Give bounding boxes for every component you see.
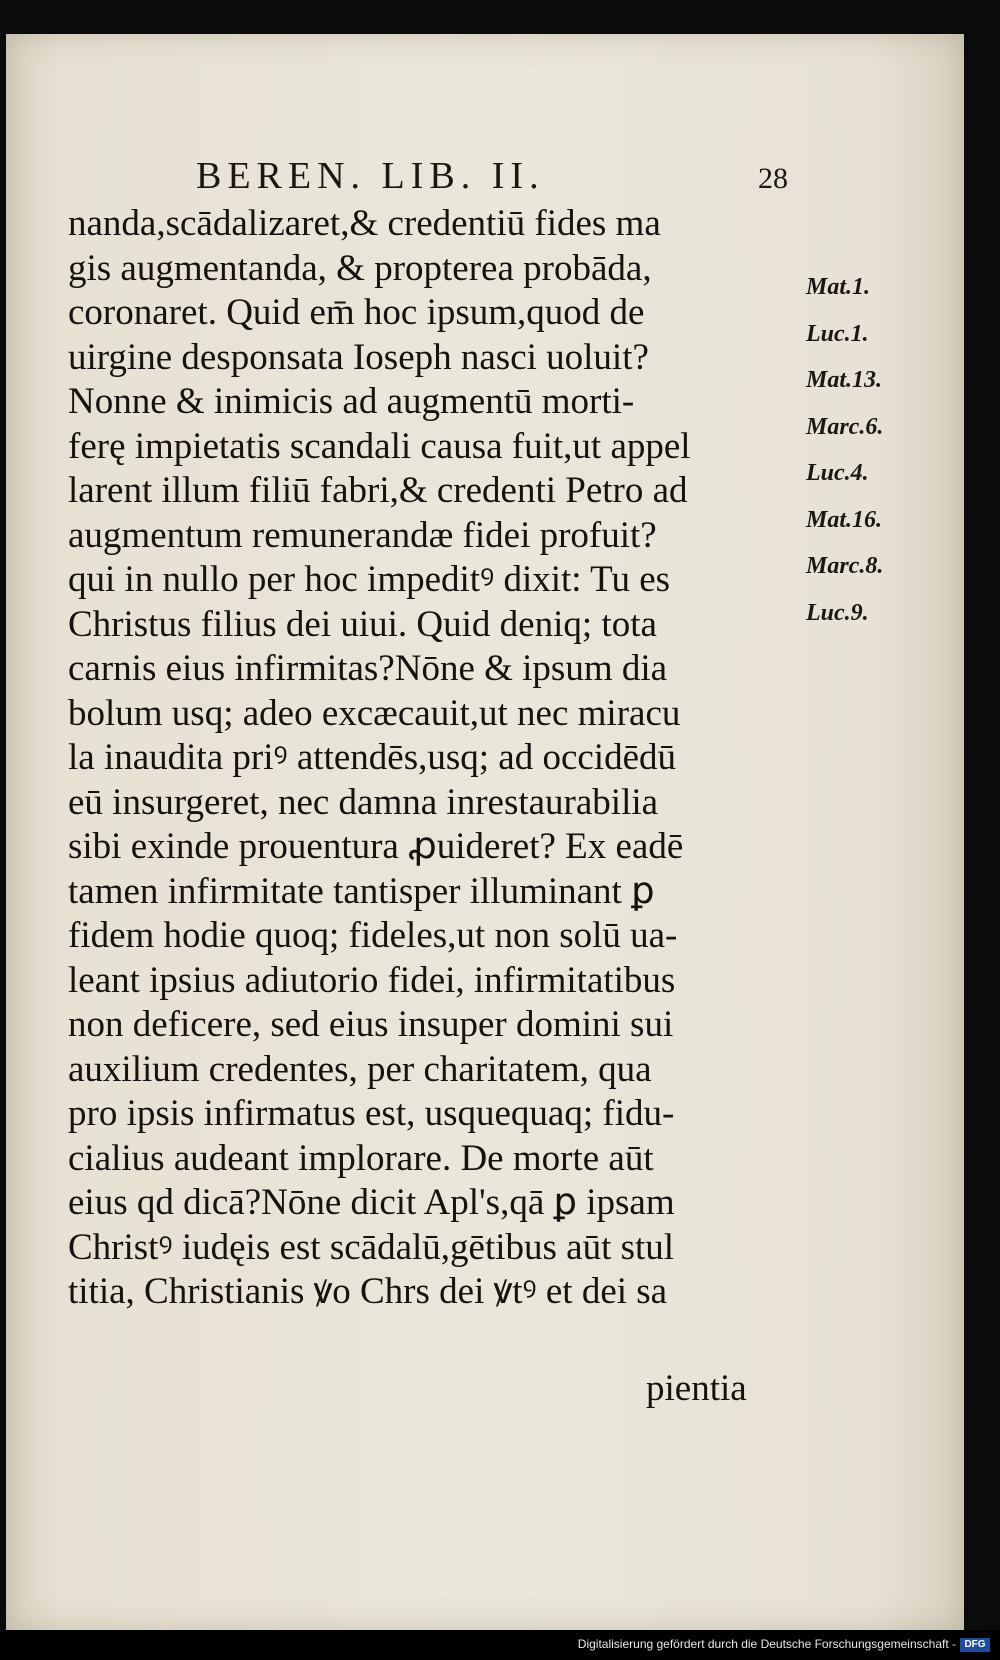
running-title: BEREN. LIB. II. bbox=[196, 155, 545, 197]
text-line: ferę impietatis scandali causa fuit,ut appel bbox=[68, 425, 691, 467]
text-line: pro ipsis infirmatus est, usquequaq; fidu- bbox=[68, 1093, 675, 1134]
dfg-logo: DFG bbox=[960, 1638, 990, 1652]
text-line: larent illum filiū fabri,& credenti Petro ad bbox=[68, 470, 688, 511]
margin-note: Mat.1. bbox=[806, 274, 871, 300]
text-line: eū insurgeret, nec damna inrestaurabilia bbox=[68, 781, 659, 823]
text-line: gis augmentanda, & propterea probāda, bbox=[68, 247, 652, 289]
text-line: carnis eius infirmitas?Nōne & ipsum dia bbox=[68, 648, 668, 689]
funding-credit: Digitalisierung gefördert durch die Deutsche Forschungsgemeinschaft - bbox=[577, 1637, 956, 1651]
page-number: 28 bbox=[758, 162, 788, 195]
text-line: Christus filius dei uiui. Quid deniq; tota bbox=[68, 603, 657, 645]
margin-note: Marc.6. bbox=[806, 413, 884, 440]
text-line: bolum usq; adeo excæcauit,ut nec miracu bbox=[68, 692, 681, 734]
text-line: augmentum remunerandæ fidei profuit? bbox=[68, 514, 657, 556]
text-line: Christꝰ iudęis est scādalū,gētibus aūt stul bbox=[68, 1226, 675, 1268]
text-line: eius qd dicā?Nōne dicit Apl's,qā ꝑ ipsam bbox=[68, 1182, 675, 1223]
margin-note: Mat.13. bbox=[806, 367, 883, 393]
text-line: non deficere, sed eius insuper domini sui bbox=[68, 1004, 674, 1045]
text-line: titia, Christianis ꝟo Chrs dei ꝟtꝰ et dei sa bbox=[68, 1271, 668, 1312]
text-line: qui in nullo per hoc impeditꝰ dixit: Tu es bbox=[68, 559, 671, 600]
margin-note: Mat.16. bbox=[806, 506, 883, 533]
main-text-block bbox=[68, 202, 788, 1315]
margin-note: Luc.1. bbox=[806, 320, 869, 347]
text-line: leant ipsius adiutorio fidei, infirmitatibus bbox=[68, 959, 676, 1001]
catchword: pientia bbox=[646, 1368, 747, 1409]
text-line: cialius audeant implorare. De morte aūt bbox=[68, 1137, 654, 1179]
margin-note: Marc.8. bbox=[806, 553, 884, 579]
margin-note: Luc.9. bbox=[806, 599, 869, 626]
text-line: auxilium credentes, per charitatem, qua bbox=[68, 1048, 652, 1090]
digitization-footer bbox=[0, 1630, 1000, 1660]
marginal-references bbox=[806, 264, 926, 636]
text-line: coronaret. Quid em̄ hoc ipsum,quod de bbox=[68, 292, 645, 333]
text-line: fidem hodie quoq; fideles,ut non solū ua- bbox=[68, 915, 678, 956]
text-line: Nonne & inimicis ad augmentū morti- bbox=[68, 381, 635, 422]
text-line: la inaudita priꝰ attendēs,usq; ad occidēdū bbox=[68, 737, 676, 778]
page-header bbox=[6, 154, 964, 197]
text-line: nanda,scādalizaret,& credentiū fides ma bbox=[68, 203, 661, 244]
book-page bbox=[6, 34, 964, 1630]
text-line: uirgine desponsata Ioseph nasci uoluit? bbox=[68, 336, 649, 378]
text-line: sibi exinde prouentura ꝓuideret? Ex eadē bbox=[68, 826, 684, 867]
text-line: tamen infirmitate tantisper illuminant ꝑ bbox=[68, 870, 655, 912]
margin-note: Luc.4. bbox=[806, 460, 869, 486]
